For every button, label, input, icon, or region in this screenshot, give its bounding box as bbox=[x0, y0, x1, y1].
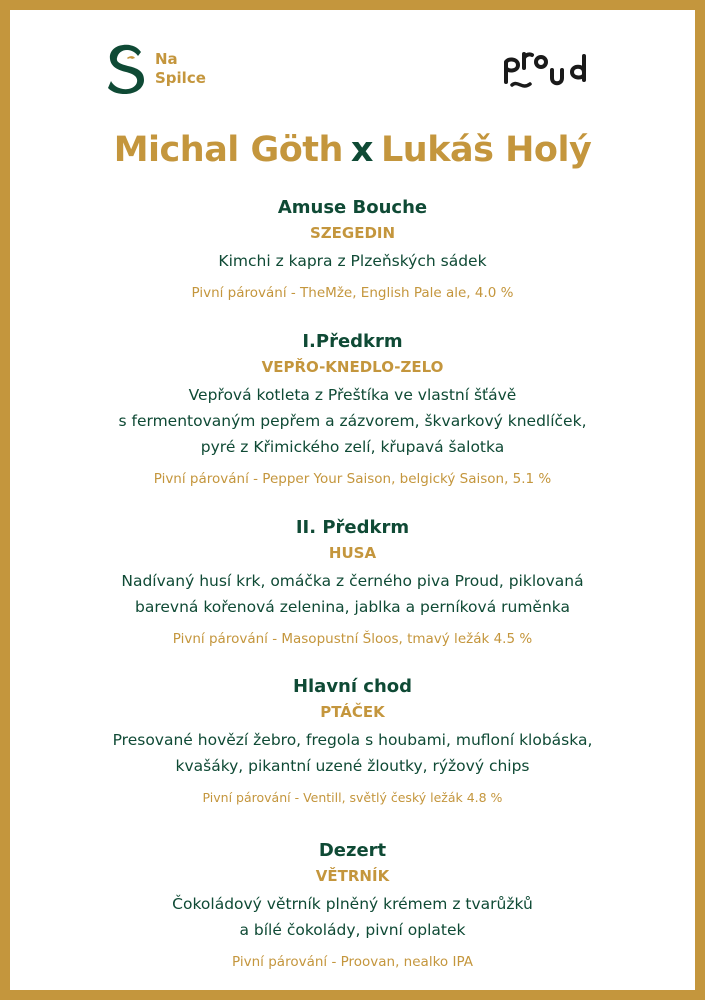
course-title: Hlavní chod bbox=[292, 676, 413, 697]
dish-description bbox=[10, 568, 695, 620]
dish-description bbox=[10, 382, 695, 460]
dish-name: VĚTRNÍK bbox=[315, 867, 390, 885]
beer-pairing: Pivní párování - Ventill, světlý český ležák 4.8 % bbox=[202, 790, 503, 805]
course-predkrm-1 bbox=[10, 331, 695, 488]
description-line: s fermentovaným pepřem a zázvorem, škvarkový knedlíček, bbox=[118, 412, 587, 430]
description-line: Kimchi z kapra z Plzeňských sádek bbox=[218, 252, 487, 270]
course-title: Dezert bbox=[318, 840, 387, 861]
dish-name: PTÁČEK bbox=[320, 703, 385, 721]
description-line: barevná kořenová zelenina, jablka a perníková ruměnka bbox=[135, 598, 570, 616]
s-monogram-logo-icon bbox=[105, 43, 147, 95]
description-line: Presované hovězí žebro, fregola s houbami, mufloní klobáska, bbox=[112, 731, 593, 749]
description-line: Vepřová kotleta z Přeštíka ve vlastní šťávě bbox=[188, 386, 517, 404]
beer-pairing: Pivní párování - TheMže, English Pale ale, 4.0 % bbox=[191, 285, 514, 301]
dish-name: SZEGEDIN bbox=[309, 224, 396, 242]
beer-pairing: Pivní párování - Masopustní Šloos, tmavý ležák 4.5 % bbox=[172, 631, 533, 647]
course-amuse-bouche bbox=[10, 197, 695, 302]
description-line: a bílé čokolády, pivní oplatek bbox=[239, 921, 466, 939]
logo-line-2: Spilce bbox=[155, 69, 206, 87]
course-predkrm-2 bbox=[10, 517, 695, 648]
dish-description bbox=[10, 727, 695, 779]
course-title: I.Předkrm bbox=[302, 331, 403, 352]
title-x: x bbox=[350, 130, 373, 170]
chef-2-name: Lukáš Holý bbox=[381, 130, 592, 170]
course-title: II. Předkrm bbox=[295, 517, 410, 538]
logo-line-1: Na bbox=[155, 50, 178, 68]
dish-description bbox=[10, 891, 695, 943]
dish-description bbox=[10, 248, 695, 274]
page-title bbox=[10, 130, 695, 170]
beer-pairing: Pivní párování - Pepper Your Saison, belgický Saison, 5.1 % bbox=[153, 471, 552, 487]
proud-wordmark-logo-icon bbox=[504, 50, 592, 92]
beer-pairing: Pivní párování - Proovan, nealko IPA bbox=[232, 954, 473, 970]
course-hlavni-chod bbox=[10, 676, 695, 807]
description-line: pyré z Křimického zelí, křupavá šalotka bbox=[200, 438, 505, 456]
dish-name: HUSA bbox=[328, 544, 377, 562]
description-line: Čokoládový větrník plněný krémem z tvarůžků bbox=[172, 895, 533, 913]
description-line: Nadívaný husí krk, omáčka z černého piva Proud, piklovaná bbox=[121, 572, 584, 590]
chef-1-name: Michal Göth bbox=[113, 130, 343, 170]
dish-name: VEPŘO-KNEDLO-ZELO bbox=[261, 358, 444, 376]
course-dezert bbox=[10, 840, 695, 971]
course-title: Amuse Bouche bbox=[277, 197, 428, 218]
na-spilce-logo bbox=[105, 43, 206, 95]
description-line: kvašáky, pikantní uzené žloutky, rýžový chips bbox=[175, 757, 530, 775]
